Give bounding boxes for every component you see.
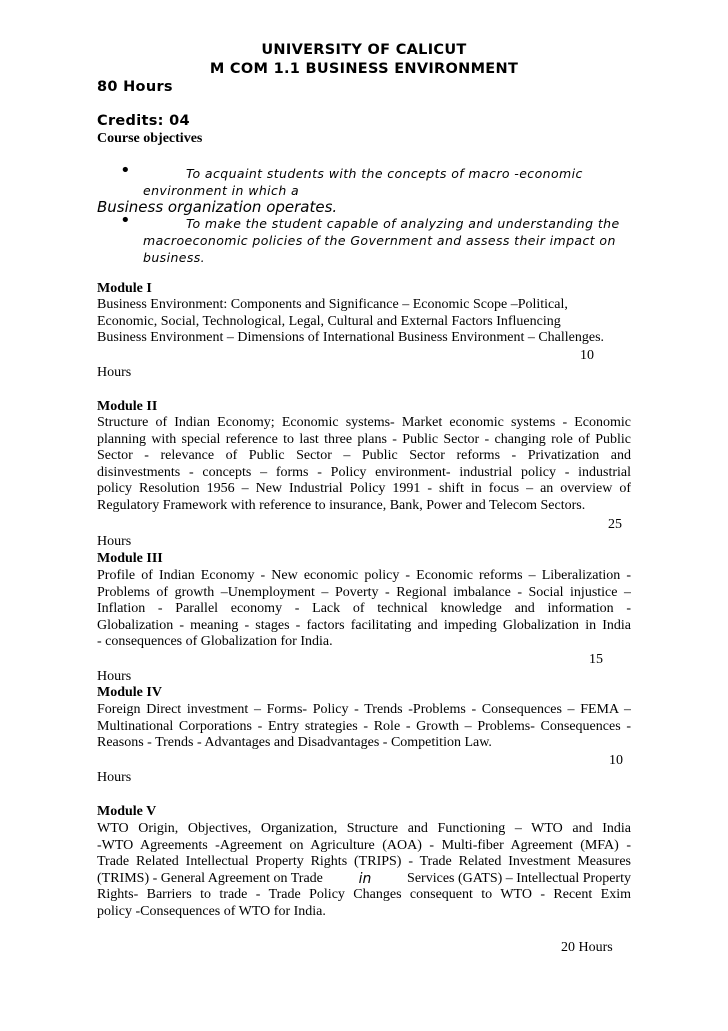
text-line: policy -Consequences of WTO for India. [97, 903, 326, 919]
text-line: - consequences of Globalization for India. [97, 634, 333, 650]
module-5-body [97, 821, 631, 921]
module-1-body [97, 297, 631, 347]
objective-2-line-2: macroeconomic policies of the Government and assess their impact on [143, 233, 616, 248]
text-line: Problems of growth –Unemployment – Poverty - Regional imbalance - Social injustice – [97, 584, 631, 600]
module-5-title: Module V [97, 804, 157, 819]
module-1-hours-number: 10 [580, 348, 594, 363]
total-hours: 80 Hours [97, 79, 173, 95]
objectives-label: Course objectives [97, 131, 203, 146]
module-2-title: Module II [97, 399, 158, 414]
module-5-hours: 20 Hours [561, 940, 613, 955]
text-line: Rights- Barriers to trade - Trade Policy Changes consequent to WTO - Recent Exim [97, 887, 631, 903]
module-1-hours-word: Hours [97, 365, 132, 380]
module-4-hours-number: 10 [609, 753, 623, 768]
module-4-hours-word: Hours [97, 770, 132, 785]
objective-1-line-1: To acquaint students with the concepts of macro -economic [186, 166, 583, 181]
text-line: Business Environment – Dimensions of International Business Environment – Challenges. [97, 330, 605, 346]
objective-2-line-1: To make the student capable of analyzing and understanding the [186, 216, 620, 231]
text-line: -WTO Agreements -Agreement on Agriculture (AOA) - Multi-fiber Agreement (MFA) - [97, 837, 631, 853]
module-2-body [97, 415, 631, 515]
text-line: WTO Origin, Objectives, Organization, Structure and Functioning – WTO and India [97, 821, 631, 836]
bullet-icon: • [120, 210, 131, 231]
module-2-hours-word: Hours [97, 534, 132, 549]
text-line: disinvestments - concepts – forms - Policy environment- industrial policy - industrial [97, 464, 631, 480]
text-segment: Services (GATS) – Intellectual Property [407, 870, 631, 886]
text-line [97, 871, 631, 888]
text-line: policy Resolution 1956 – New Industrial Policy 1991 - shift in focus – an overview of [97, 481, 631, 497]
text-segment-italic: in [358, 870, 372, 887]
module-3-body [97, 568, 631, 651]
objective-2-line-3: business. [143, 250, 206, 265]
course-title: M COM 1.1 BUSINESS ENVIRONMENT [209, 61, 519, 77]
text-line: Foreign Direct investment – Forms- Policy - Trends -Problems - Consequences – FEMA – [97, 702, 631, 717]
objective-1-line-3: Business organization operates. [97, 198, 338, 216]
text-line: Trade Related Intellectual Property Rights (TRIPS) - Trade Related Investment Measures [97, 854, 631, 870]
text-line: Globalization - meaning - stages - factors facilitating and impeding Globalization in India [97, 617, 631, 633]
text-segment: (TRIMS) - General Agreement on Trade [97, 870, 323, 886]
text-line: Reasons - Trends - Advantages and Disadvantages - Competition Law. [97, 735, 492, 751]
module-2-hours-number: 25 [608, 517, 622, 532]
text-line: Structure of Indian Economy; Economic systems- Market economic systems - Economic [97, 415, 631, 430]
module-4-title: Module IV [97, 685, 162, 700]
text-line: Economic, Social, Technological, Legal, Cultural and External Factors Influencing [97, 313, 561, 329]
bullet-icon: • [120, 160, 131, 181]
module-3-hours-word: Hours [97, 669, 132, 684]
text-line: Inflation - Parallel economy - Lack of technical knowledge and information - [97, 601, 631, 617]
objective-1-line-2: environment in which a [143, 183, 300, 198]
text-line: Multinational Corporations - Entry strategies - Role - Growth – Problems- Consequences - [97, 718, 631, 734]
credits: Credits: 04 [97, 113, 190, 129]
module-3-hours-number: 15 [589, 652, 603, 667]
module-3-title: Module III [97, 551, 163, 566]
text-line: Sector - relevance of Public Sector – Public Sector reforms - Privatization and [97, 448, 631, 464]
text-line: planning with special reference to last three plans - Public Sector - changing role of Public [97, 431, 631, 447]
text-line: Regulatory Framework with reference to insurance, Bank, Power and Telecom Sectors. [97, 497, 586, 513]
text-line: Business Environment: Components and Significance – Economic Scope –Political, [97, 297, 568, 312]
module-1-title: Module I [97, 281, 152, 296]
university-title: UNIVERSITY OF CALICUT [261, 42, 467, 58]
module-4-body [97, 702, 631, 752]
text-line: Profile of Indian Economy - New economic policy - Economic reforms – Liberalization - [97, 568, 631, 583]
